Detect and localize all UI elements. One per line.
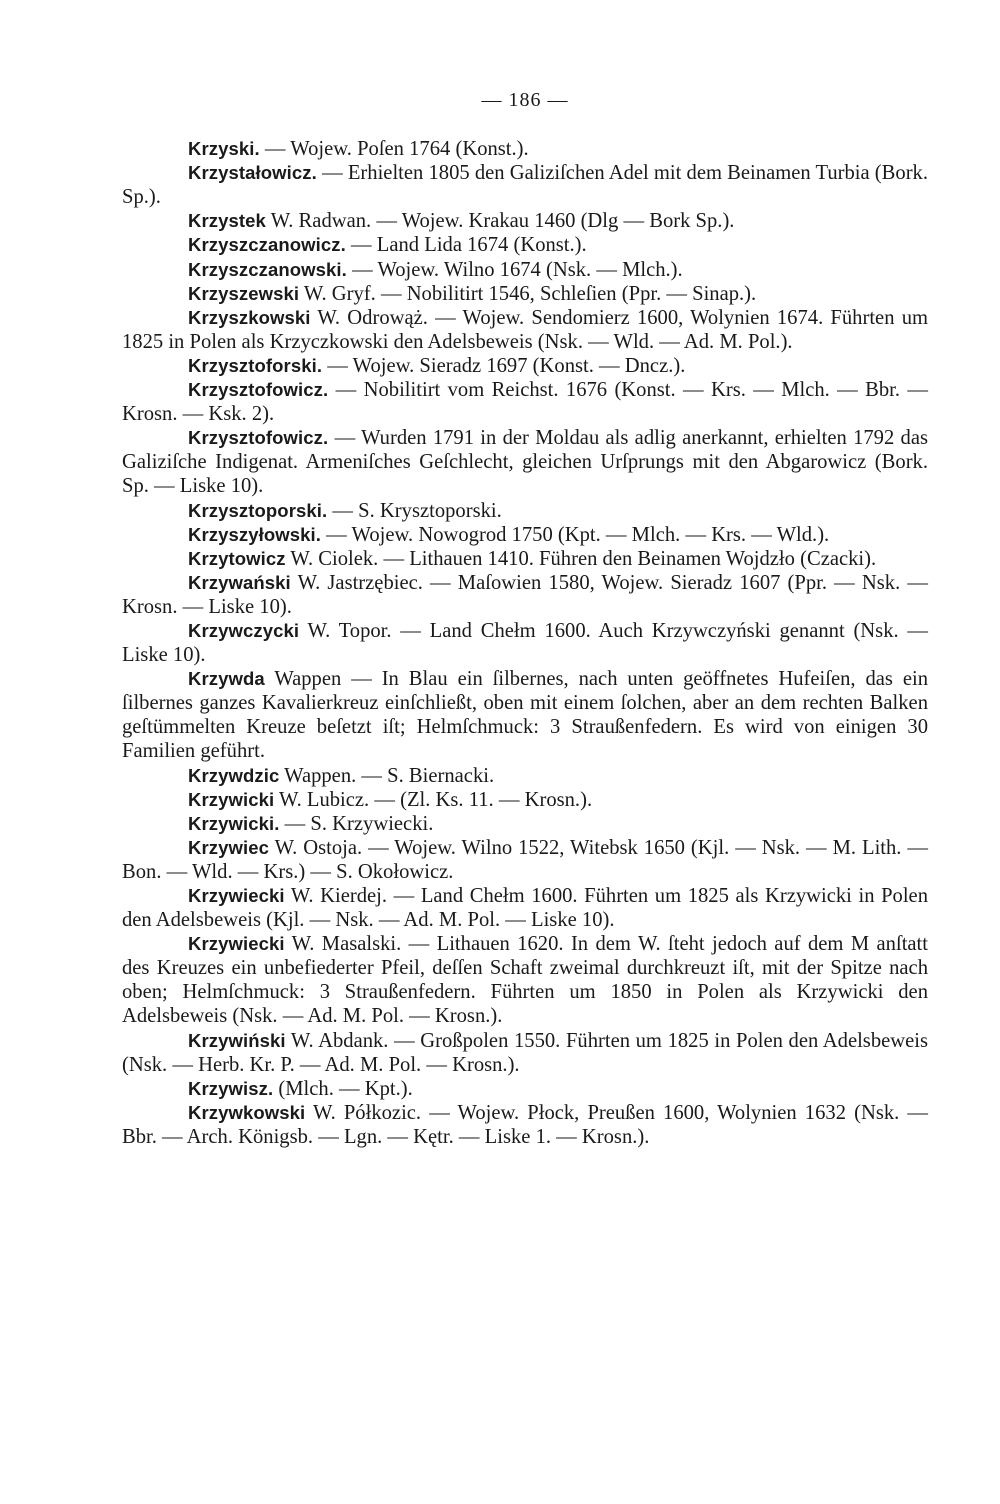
entry-headword: Krzytowicz — [188, 547, 286, 569]
entry-text: W. Radwan. — Wojew. Krakau 1460 (Dlg — Bork Sp.). — [270, 210, 735, 233]
entry-headword: Krzyszkowski — [188, 306, 311, 328]
entry-text: W. Topor. — Land Chełm 1600. Auch Krzywczyński genannt (Nsk. — Liske 10). — [122, 619, 928, 667]
entry-headword: Krzywicki. — [188, 812, 280, 834]
entry-text: W. Abdank. — Großpolen 1550. Führten um 1825 in Polen den Adelsbeweis (Nsk. — Herb. Kr. P. — Ad. M. Pol. — Krosn.). — [122, 1029, 929, 1076]
entry-text: — Erhielten 1805 den Galiziſchen Adel mit dem Beinamen Turbia (Bork. Sp.). — [122, 162, 929, 209]
entry — [122, 137, 928, 161]
entry-text: — Nobilitirt vom Reichst. 1676 (Konst. — Krs. — Mlch. — Bbr. — Krosn. — Ksk. 2). — [122, 379, 928, 426]
page-number: — 186 — — [481, 89, 569, 111]
entry-headword: Krzysztofowicz. — [188, 427, 329, 449]
entry-text: W. Jastrzębiec. — Maſowien 1580, Wojew. Sieradz 1607 (Ppr. — Nsk. — Krosn. — Liske 10). — [122, 571, 928, 618]
entry-text: W. Masalski. — Lithauen 1620. In dem W. ſteht jedoch auf dem M anſtatt des Kreuzes ein unbefiederter Pfeil, deſſen Schaft zweimal durchkreuzt iſt, mit der Spitze nach oben; Helmſchmuck: 3 Straußenfedern. Führten um 1850 in Polen als Krzywicki den Adelsbeweis (Nsk. — Ad. M. Pol. — Krosn.). — [122, 933, 929, 1028]
entry-headword: Krzyszewski — [188, 282, 300, 304]
entry — [122, 1101, 928, 1149]
entry-headword: Krzywański — [188, 571, 291, 593]
entry-text: — Land Lida 1674 (Konst.). — [351, 234, 587, 257]
entry-text: Wappen — In Blau ein ſilbernes, nach unten geöffnetes Hufeiſen, das ein ſilbernes ganzes Kavalierkreuz einſchließt, oben mit einem ſolchen, aber an dem rechten Balken geſtümmelten Kreuze beſetzt iſt; Helmſchmuck: 3 Straußenfedern. Es wird von einigen 30 Familien geführt. — [122, 668, 929, 763]
entry-text: W. Kierdej. — Land Chełm 1600. Führten um 1825 als Krzywicki in Polen den Adelsbeweis (Kjl. — Nsk. — Ad. M. Pol. — Liske 10). — [122, 885, 928, 932]
entry-text: — Wojew. Sieradz 1697 (Konst. — Dncz.). — [327, 354, 686, 377]
entry-headword: Krzysztoforski. — [188, 354, 323, 376]
entry — [122, 836, 928, 884]
entry-headword: Krzywisz. — [188, 1077, 274, 1099]
entry — [122, 884, 928, 932]
dictionary-page — [122, 88, 928, 1149]
entry-text: — Wojew. Nowogrod 1750 (Kpt. — Mlch. — Krs. — Wld.). — [326, 523, 830, 546]
entry-list — [122, 137, 928, 1149]
entry-text: — Wurden 1791 in der Moldau als adlig anerkannt, erhielten 1792 das Galiziſche Indigenat. Armeniſches Geſchlecht, gleichen Urſprungs mit den Abgarowicz (Bork. Sp. — Liske 10). — [122, 427, 928, 498]
entry — [122, 161, 928, 209]
entry-headword: Krzywiecki — [188, 885, 285, 906]
entry-text: W. Lubicz. — (Zl. Ks. 11. — Krosn.). — [279, 788, 593, 811]
entry — [122, 1077, 928, 1101]
entry-headword: Krzysztoporski. — [188, 499, 328, 521]
entry-text: W. Ciolek. — Lithauen 1410. Führen den Beinamen Wojdzło (Czacki). — [290, 547, 877, 570]
entry-headword: Krzystek — [188, 210, 266, 232]
entry-text: — S. Krysztoporski. — [332, 499, 502, 522]
entry — [122, 788, 928, 812]
entry-headword: Krzystałowicz. — [188, 162, 317, 184]
entry-text: W. Gryf. — Nobilitirt 1546, Schleſien (Ppr. — Sinap.). — [303, 282, 757, 305]
entry — [122, 619, 928, 667]
entry — [122, 932, 928, 1028]
entry — [122, 233, 928, 257]
entry — [122, 523, 928, 547]
entry — [122, 571, 928, 619]
entry-text: — Wojew. Poſen 1764 (Konst.). — [264, 138, 529, 161]
entry — [122, 764, 928, 788]
entry — [122, 812, 928, 836]
entry-headword: Krzyski. — [188, 138, 260, 160]
entry — [122, 547, 928, 571]
entry-headword: Krzyszczanowski. — [188, 258, 347, 280]
entry — [122, 282, 928, 306]
entry-headword: Krzyszczanowicz. — [188, 234, 346, 256]
entry-headword: Krzywiński — [188, 1029, 286, 1051]
entry-headword: Krzywicki — [188, 788, 275, 810]
entry-text: (Mlch. — Kpt.). — [278, 1077, 413, 1100]
entry-text: W. Półkozic. — Wojew. Płock, Preußen 1600, Wolynien 1632 (Nsk. — Bbr. — Arch. Königsb. — Lgn. — Kętr. — Liske 1. — Krosn.). — [122, 1101, 929, 1148]
entry-headword: Krzysztofowicz. — [188, 379, 329, 401]
entry-text: W. Ostoja. — Wojew. Wilno 1522, Witebsk 1650 (Kjl. — Nsk. — M. Lith. — Bon. — Wld. — Krs.) — S. Okołowicz. — [122, 836, 929, 883]
entry — [122, 209, 928, 233]
entry — [122, 378, 928, 426]
entry — [122, 426, 928, 498]
entry-headword: Krzywiec — [188, 836, 270, 858]
entry — [122, 258, 928, 282]
entry — [122, 306, 928, 354]
entry-text: W. Odrowąż. — Wojew. Sendomierz 1600, Wolynien 1674. Führten um 1825 in Polen als Krzyczkowski den Adelsbeweis (Nsk. — Wld. — Ad. M. Pol.). — [122, 306, 929, 353]
entry — [122, 1029, 928, 1077]
entry-text: — Wojew. Wilno 1674 (Nsk. — Mlch.). — [352, 258, 683, 281]
entry-headword: Krzyszyłowski. — [188, 523, 322, 545]
entry-text: Wappen. — S. Biernacki. — [284, 764, 495, 787]
entry-headword: Krzywkowski — [188, 1101, 306, 1123]
entry-headword: Krzywczycki — [188, 619, 300, 641]
entry-text: — S. Krzywiecki. — [284, 812, 434, 835]
entry-headword: Krzywdzic — [188, 764, 280, 786]
entry — [122, 354, 928, 378]
entry-headword: Krzywda — [188, 668, 265, 690]
entry — [122, 667, 928, 763]
entry — [122, 499, 928, 523]
entry-headword: Krzywiecki — [188, 933, 285, 955]
